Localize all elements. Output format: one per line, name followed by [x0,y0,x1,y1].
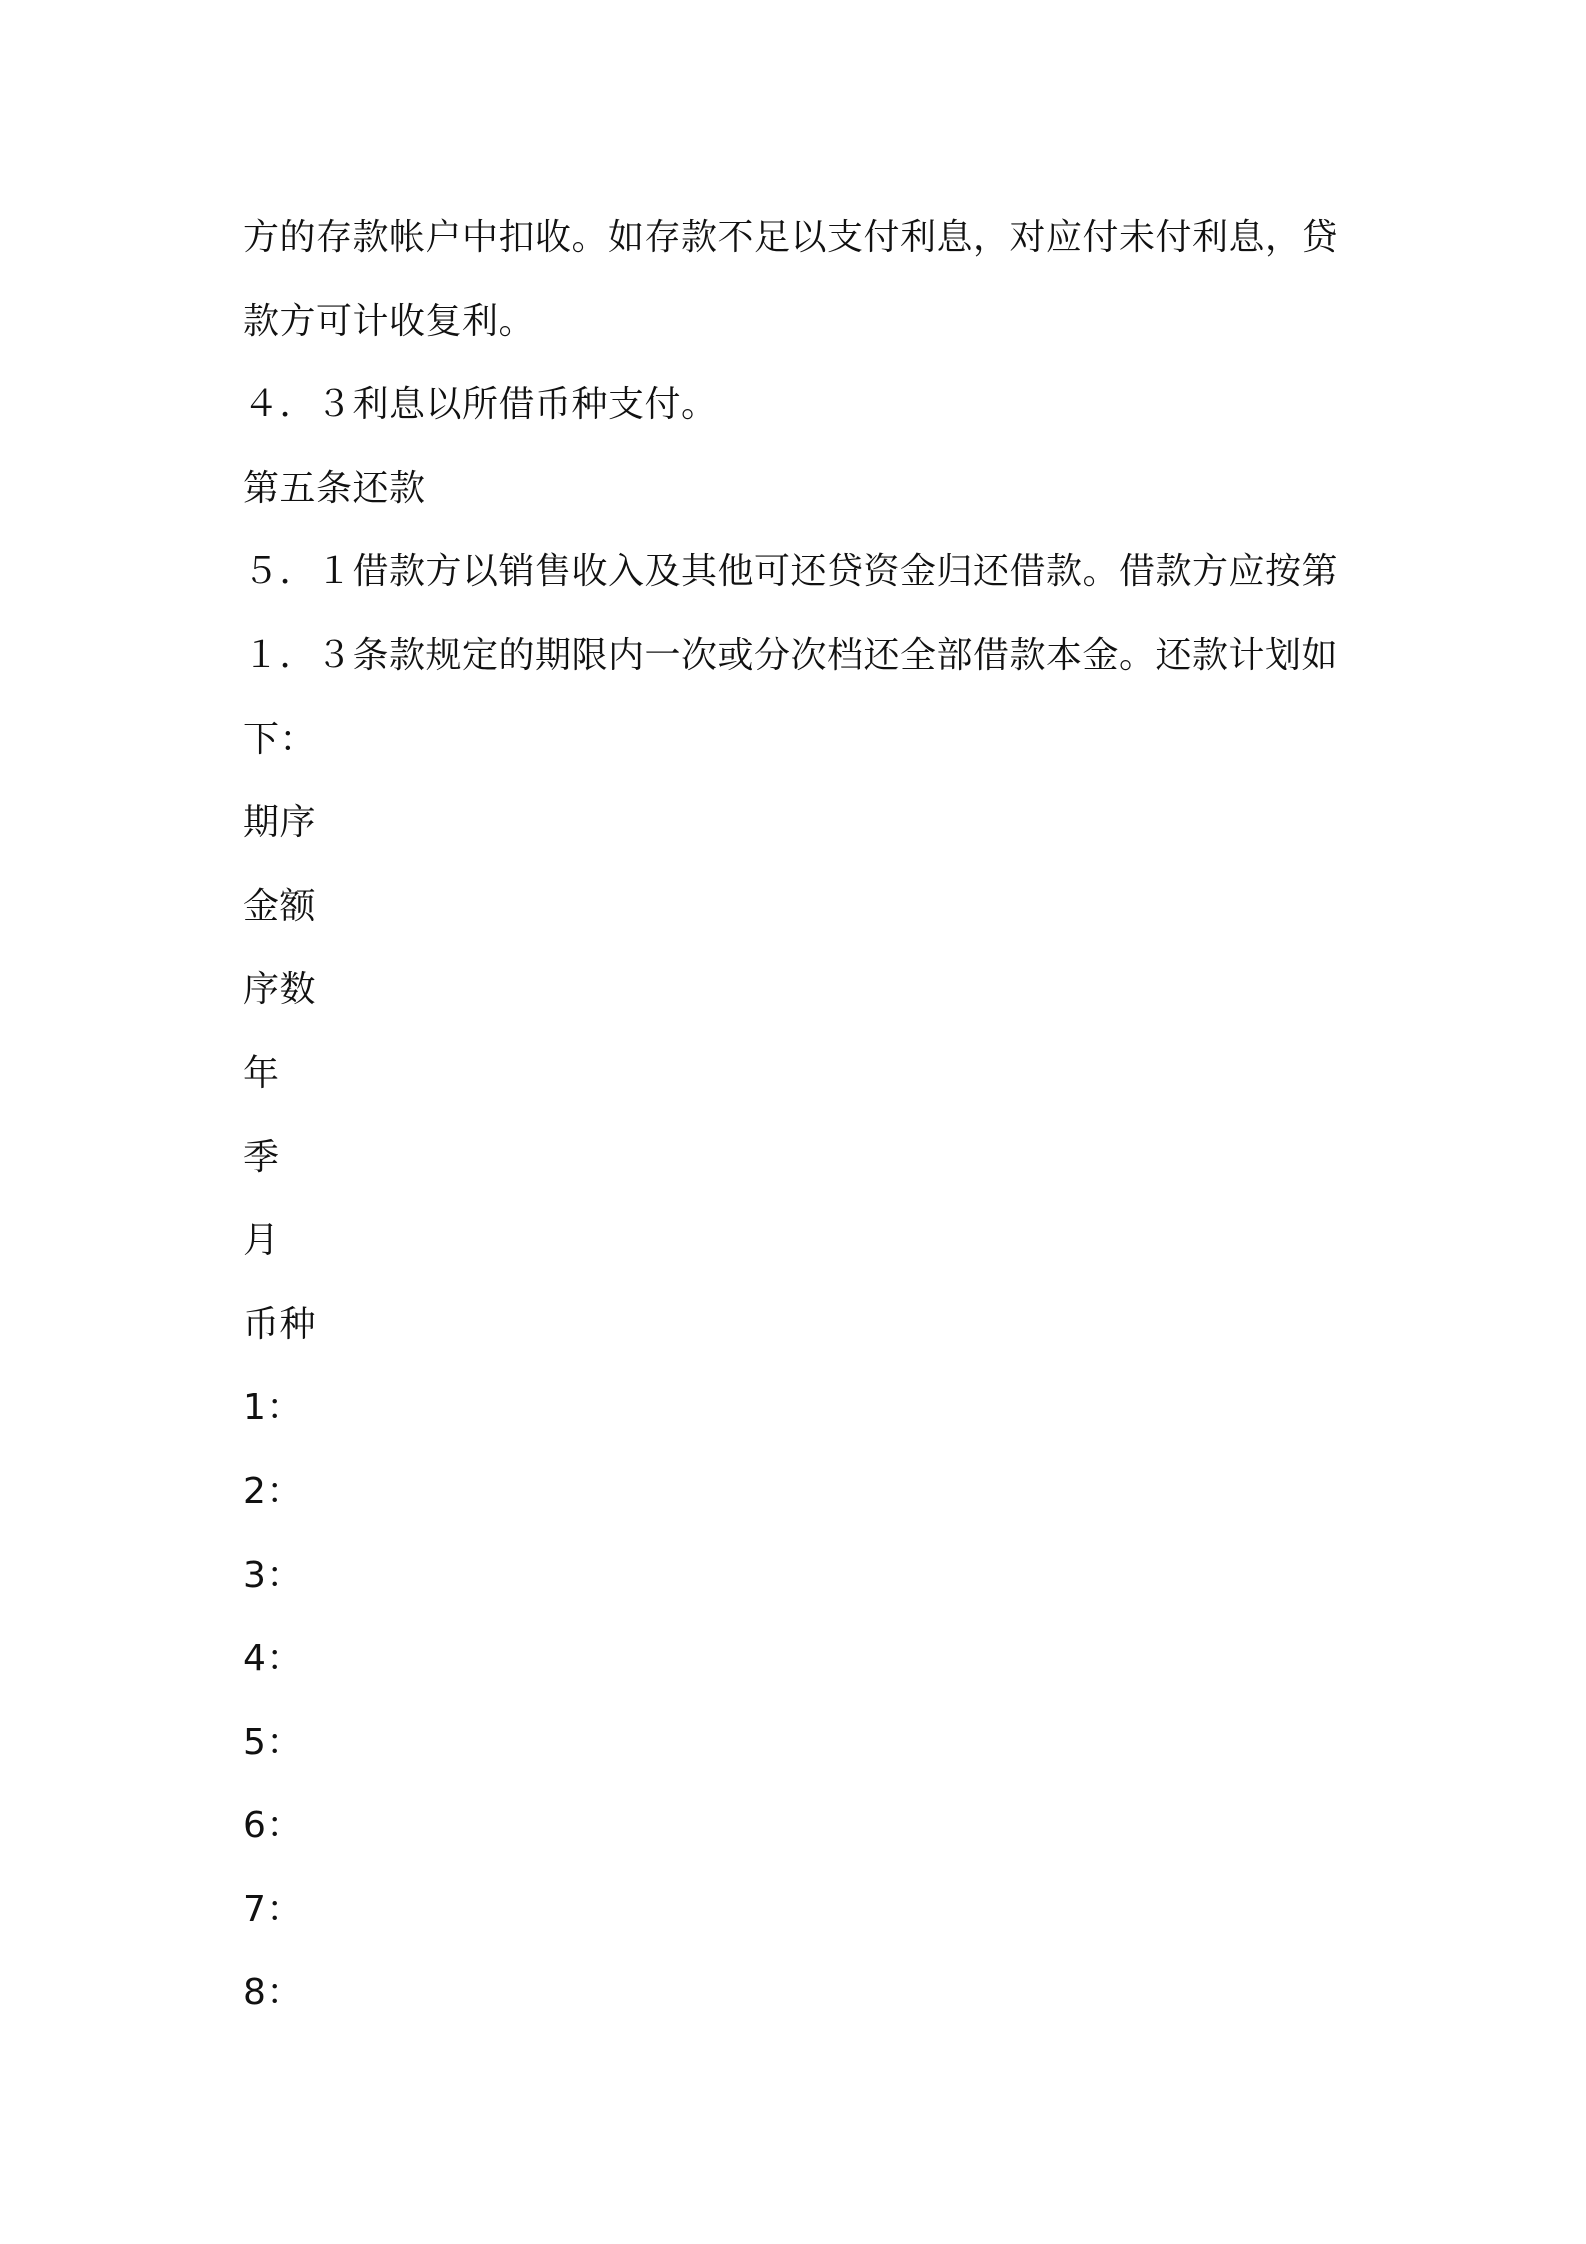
schedule-header-amount: 金额 [243,885,317,927]
paragraph-line: 方的存款帐户中扣收。如存款不足以支付利息，对应付未付利息，贷 [243,217,1339,258]
paragraph-line: 款方可计收复利。 [243,300,536,342]
schedule-header-sequence: 序数 [243,969,317,1011]
document-body [243,196,1363,2035]
schedule-row-label: 8： [243,1972,303,2014]
schedule-row-label: 2： [243,1470,303,1512]
article-5-heading: 第五条还款 [243,467,426,509]
schedule-row-label: 6： [243,1805,303,1847]
clause-5-1-line: １．３条款规定的期限内一次或分次档还全部借款本金。还款计划如 [243,634,1339,676]
schedule-row-label: 3： [243,1554,303,1596]
schedule-row-label: 4： [243,1638,303,1680]
schedule-header-currency: 币种 [243,1303,317,1345]
clause-5-1-line: ５．１借款方以销售收入及其他可还贷资金归还借款。借款方应按第 [243,551,1339,593]
schedule-header-year: 年 [243,1052,280,1094]
schedule-row-label: 1： [243,1387,303,1429]
clause-5-1-line: 下： [243,718,317,760]
schedule-header-quarter: 季 [243,1136,280,1178]
schedule-row-label: 5： [243,1721,303,1763]
schedule-header-period: 期序 [243,802,317,844]
schedule-row-label: 7： [243,1888,303,1930]
schedule-header-month: 月 [243,1220,280,1262]
clause-4-3: ４．３利息以所借币种支付。 [243,384,718,426]
